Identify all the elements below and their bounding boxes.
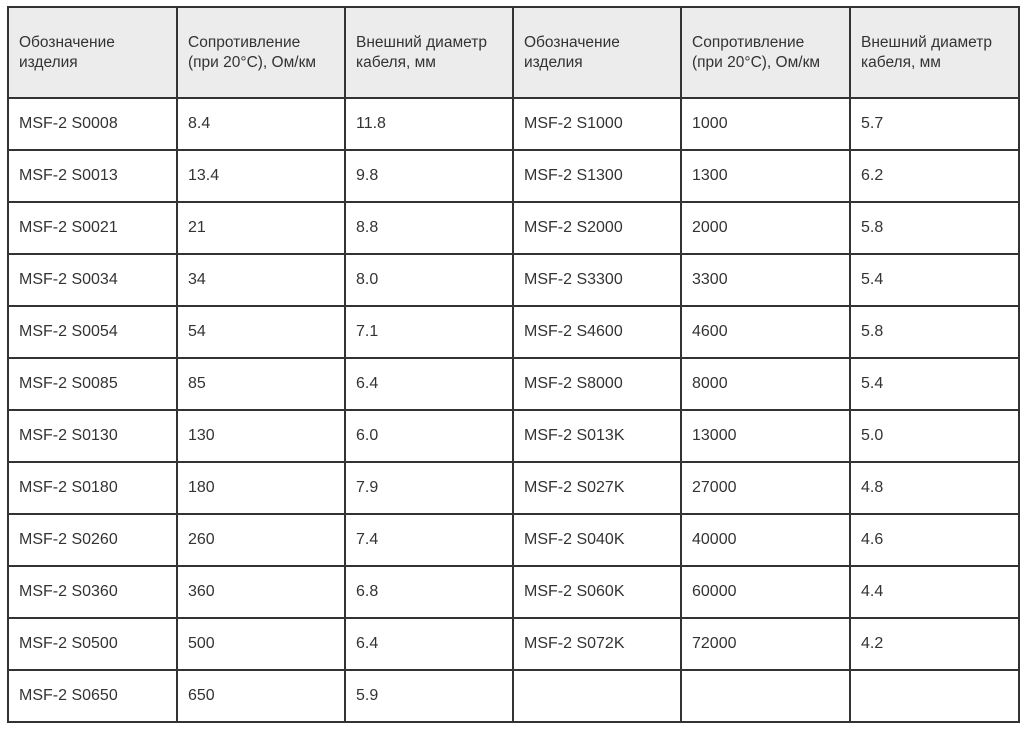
header-outer-diameter: Внешний диаметр кабеля, мм [345,7,513,98]
designation-cell: MSF-2 S013K [513,410,681,462]
designation-cell: MSF-2 S3300 [513,254,681,306]
table-row [8,306,1019,358]
table-row [8,202,1019,254]
designation-cell: MSF-2 S040K [513,514,681,566]
header-outer-diameter: Внешний диаметр кабеля, мм [850,7,1019,98]
outer-diameter-cell: 9.8 [345,150,513,202]
table-row [8,462,1019,514]
designation-cell: MSF-2 S027K [513,462,681,514]
resistance-cell: 180 [177,462,345,514]
resistance-cell: 21 [177,202,345,254]
designation-cell: MSF-2 S0180 [8,462,177,514]
designation-cell: MSF-2 S0008 [8,98,177,150]
resistance-cell: 40000 [681,514,850,566]
outer-diameter-cell: 4.2 [850,618,1019,670]
designation-cell: MSF-2 S1300 [513,150,681,202]
resistance-cell: 54 [177,306,345,358]
outer-diameter-cell: 4.4 [850,566,1019,618]
header-designation: Обозначение изделия [8,7,177,98]
header-resistance: Сопротивление (при 20°С), Ом/км [177,7,345,98]
outer-diameter-cell [850,670,1019,722]
table-row [8,514,1019,566]
outer-diameter-cell: 6.4 [345,358,513,410]
resistance-cell: 13.4 [177,150,345,202]
table-row [8,670,1019,722]
designation-cell: MSF-2 S2000 [513,202,681,254]
designation-cell: MSF-2 S0500 [8,618,177,670]
resistance-cell: 8000 [681,358,850,410]
outer-diameter-cell: 6.0 [345,410,513,462]
outer-diameter-cell: 5.8 [850,202,1019,254]
designation-cell: MSF-2 S0650 [8,670,177,722]
designation-cell [513,670,681,722]
designation-cell: MSF-2 S0085 [8,358,177,410]
resistance-cell: 34 [177,254,345,306]
outer-diameter-cell: 5.0 [850,410,1019,462]
designation-cell: MSF-2 S0021 [8,202,177,254]
resistance-cell: 60000 [681,566,850,618]
table-row [8,254,1019,306]
outer-diameter-cell: 7.4 [345,514,513,566]
outer-diameter-cell: 4.8 [850,462,1019,514]
table-row [8,410,1019,462]
designation-cell: MSF-2 S072K [513,618,681,670]
outer-diameter-cell: 6.4 [345,618,513,670]
designation-cell: MSF-2 S0054 [8,306,177,358]
designation-cell: MSF-2 S060K [513,566,681,618]
resistance-cell: 72000 [681,618,850,670]
outer-diameter-cell: 7.1 [345,306,513,358]
outer-diameter-cell: 5.8 [850,306,1019,358]
resistance-cell: 27000 [681,462,850,514]
outer-diameter-cell: 5.9 [345,670,513,722]
outer-diameter-cell: 7.9 [345,462,513,514]
header-resistance: Сопротивление (при 20°С), Ом/км [681,7,850,98]
resistance-cell: 1000 [681,98,850,150]
resistance-cell: 3300 [681,254,850,306]
outer-diameter-cell: 4.6 [850,514,1019,566]
table-row [8,618,1019,670]
resistance-cell: 85 [177,358,345,410]
resistance-cell: 2000 [681,202,850,254]
outer-diameter-cell: 5.4 [850,358,1019,410]
resistance-cell: 260 [177,514,345,566]
outer-diameter-cell: 8.8 [345,202,513,254]
designation-cell: MSF-2 S0360 [8,566,177,618]
header-row [8,7,1019,98]
outer-diameter-cell: 5.7 [850,98,1019,150]
outer-diameter-cell: 8.0 [345,254,513,306]
resistance-cell: 500 [177,618,345,670]
resistance-cell: 650 [177,670,345,722]
designation-cell: MSF-2 S0130 [8,410,177,462]
table-body [8,98,1019,722]
designation-cell: MSF-2 S0260 [8,514,177,566]
designation-cell: MSF-2 S0034 [8,254,177,306]
designation-cell: MSF-2 S1000 [513,98,681,150]
resistance-cell: 8.4 [177,98,345,150]
outer-diameter-cell: 6.8 [345,566,513,618]
table-row [8,150,1019,202]
table-row [8,358,1019,410]
designation-cell: MSF-2 S4600 [513,306,681,358]
outer-diameter-cell: 6.2 [850,150,1019,202]
resistance-cell: 13000 [681,410,850,462]
designation-cell: MSF-2 S8000 [513,358,681,410]
outer-diameter-cell: 11.8 [345,98,513,150]
table-header [8,7,1019,98]
resistance-cell: 4600 [681,306,850,358]
designation-cell: MSF-2 S0013 [8,150,177,202]
table-row [8,566,1019,618]
resistance-cell: 1300 [681,150,850,202]
cable-spec-table [7,6,1020,723]
resistance-cell: 360 [177,566,345,618]
resistance-cell [681,670,850,722]
table-row [8,98,1019,150]
resistance-cell: 130 [177,410,345,462]
outer-diameter-cell: 5.4 [850,254,1019,306]
header-designation: Обозначение изделия [513,7,681,98]
